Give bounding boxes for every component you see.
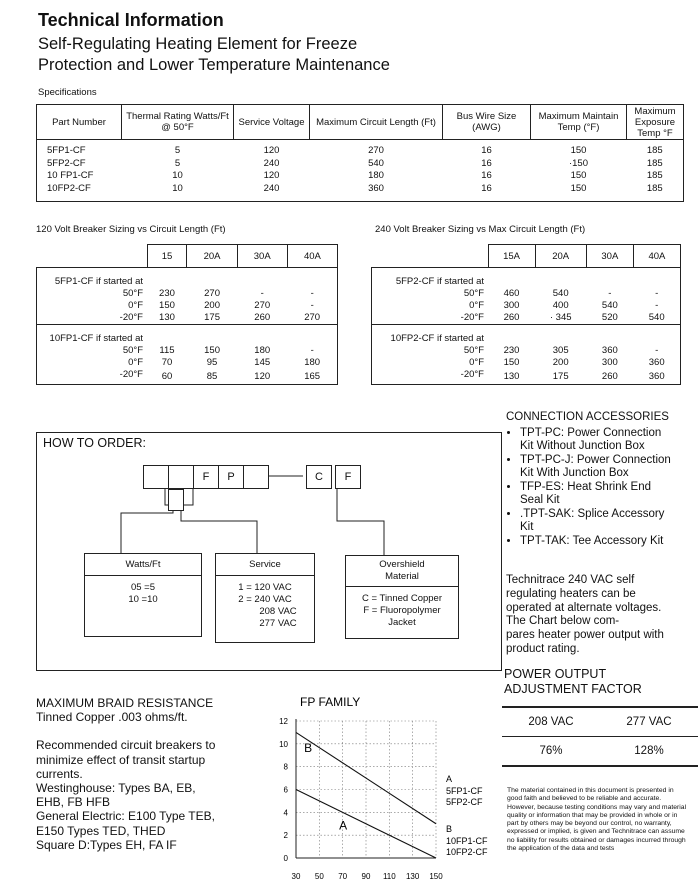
order-code-box: P xyxy=(218,465,244,489)
breaker-group-name: 5FP2-CF if started at xyxy=(395,276,484,287)
subtitle-line-1: Self-Regulating Heating Element for Freeze xyxy=(38,35,358,53)
breaker-header: 20A xyxy=(535,245,586,268)
fp-family-chart xyxy=(270,694,502,886)
spec-header: Maximum Exposure Temp °F xyxy=(627,105,684,140)
spec-cell: 10 FP1-CF xyxy=(47,170,94,181)
spec-header: Maximum Circuit Length (Ft) xyxy=(310,105,443,140)
spec-header: Maximum Maintain Temp (°F) xyxy=(531,105,627,140)
power-header: 277 VAC xyxy=(626,716,672,728)
spec-cell: 5 xyxy=(174,157,181,169)
spec-cell: 120 xyxy=(263,170,280,181)
x-tick-label: 30 xyxy=(291,872,301,881)
breaker-header: 40A xyxy=(287,245,337,268)
spec-cell: 360 xyxy=(368,182,384,194)
service-box-heading: Service xyxy=(216,554,314,576)
table-row: -20°F 260 · 345 520 540 xyxy=(460,312,665,323)
spec-cell: 240 xyxy=(263,182,280,194)
subtitle-line-2: Protection and Lower Temperature Maintenance xyxy=(38,56,390,74)
y-tick-label: 6 xyxy=(283,785,288,795)
overshield-box-heading: Overshield Material xyxy=(346,556,458,587)
spec-header: Service Voltage xyxy=(234,105,310,140)
spec-cell: 150 xyxy=(570,145,587,156)
spec-cell: 5FP1-CF xyxy=(47,145,86,156)
how-to-order-title: HOW TO ORDER: xyxy=(43,436,147,450)
breaker-header: 20A xyxy=(187,245,237,268)
alternate-voltage-paragraph: Technitrace 240 VAC self regulating heaters can be operated at alternate voltages. The Chart below com- pares heater power output with product rating. xyxy=(506,574,664,655)
spec-cell: 180 xyxy=(368,170,384,181)
breaker-120-label: 120 Volt Breaker Sizing vs Circuit Length (Ft) xyxy=(36,224,226,235)
spec-cell: 16 xyxy=(481,182,492,194)
spec-cell: 185 xyxy=(646,145,663,156)
spec-cell: 10 xyxy=(172,170,183,181)
spec-cell: 185 xyxy=(646,182,663,194)
table-row xyxy=(37,170,684,183)
x-tick-label: 70 xyxy=(338,872,348,881)
spec-cell: 10FP2-CF xyxy=(47,182,91,194)
breaker-header: 40A xyxy=(633,245,680,268)
spec-cell: 5 xyxy=(174,145,181,156)
specifications-table xyxy=(36,104,684,202)
spec-header: Part Number xyxy=(37,105,122,140)
braid-resistance-notes: MAXIMUM BRAID RESISTANCE Tinned Copper .003 ohms/ft. Recommended circuit breakers to minimize effect of transit startup currents. Westinghouse: Types BA, EB, EHB, FB HFB General Electric: E100 Type TEB, E150 Types TED, THED Square D:Types EH, FA IF xyxy=(36,696,216,852)
order-watts-stub-box xyxy=(168,489,184,511)
table-row: 0°F 150 200 270 - xyxy=(128,300,314,311)
spec-cell: 150 xyxy=(570,170,587,181)
spec-cell: 540 xyxy=(368,157,384,169)
x-tick-label: 50 xyxy=(314,872,324,881)
table-row: 50°F 230 305 360 - xyxy=(463,345,659,356)
service-box: Service 1 = 120 VAC 2 = 240 VAC 208 VAC 277 VAC xyxy=(215,553,315,643)
list-item: • TPT-PC-J: Power Connection Kit With Junction Box xyxy=(520,454,696,481)
list-item: • .TPT-SAK: Splice Accessory Kit xyxy=(520,508,696,535)
specifications-label: Specifications xyxy=(38,87,97,98)
table-row: 50°F 230 270 - - xyxy=(122,288,314,299)
legend-entry: 5FP2-CF xyxy=(446,797,483,807)
breaker-header: 30A xyxy=(237,245,287,268)
connection-accessories xyxy=(506,411,696,548)
spec-cell: 5FP2-CF xyxy=(47,157,86,169)
spec-cell: 240 xyxy=(263,157,280,169)
order-code-box: F xyxy=(193,465,219,489)
breaker-group-name: 10FP2-CF if started at xyxy=(390,333,484,344)
breaker-group-name: 5FP1-CF if started at xyxy=(54,276,143,287)
order-code-box xyxy=(243,465,269,489)
chart-title: FP FAMILY xyxy=(300,695,361,709)
accessories-title: CONNECTION ACCESSORIES xyxy=(506,411,669,423)
spec-cell: 185 xyxy=(646,170,663,181)
watts-box-heading: Watts/Ft xyxy=(85,554,201,576)
table-row: 50°F 460 540 - - xyxy=(463,288,659,299)
x-tick-label: 130 xyxy=(405,872,420,881)
list-item: • TPT-TAK: Tee Accessory Kit xyxy=(520,535,696,549)
table-row xyxy=(37,140,684,158)
spec-cell: 270 xyxy=(368,145,384,156)
x-tick-label: 150 xyxy=(429,872,443,881)
overshield-material-box: Overshield Material C = Tinned Copper F = Fluoropolymer Jacket xyxy=(345,555,459,639)
table-row: 0°F 150 200 300 360 xyxy=(469,357,665,368)
order-code-box: F xyxy=(335,465,361,489)
legend-key: A xyxy=(446,774,453,784)
breaker-group-name: 10FP1-CF if started at xyxy=(49,333,143,344)
power-adjustment-table xyxy=(502,706,698,767)
table-row: 50°F 115 150 180 - xyxy=(122,345,314,356)
spec-cell: 120 xyxy=(263,145,280,156)
disclaimer: The material contained in this document is presented in good faith and believed to be reliable and accurate. However, because testing conditions may vary and material quality or information that may be provided in whole or in part by others may be beyond our control, no warranty, expressed or implied, is given and Technitrace can assume no liability for results obtained or damages incurred through the application of the data and tests xyxy=(507,787,687,853)
y-tick-label: 10 xyxy=(279,739,288,749)
spec-cell: 185 xyxy=(646,157,663,169)
order-code-box xyxy=(168,465,194,489)
table-row: -20°F 60 85 120 165 xyxy=(119,369,321,382)
table-row: 0°F 300 400 540 - xyxy=(469,300,659,311)
watts-per-ft-box: Watts/Ft 05 =5 10 =10 xyxy=(84,553,202,637)
spec-header: Bus Wire Size (AWG) xyxy=(443,105,531,140)
table-row: 0°F 70 95 145 180 xyxy=(128,357,321,368)
list-item: • TPT-PC: Power Connection Kit Without Junction Box xyxy=(520,427,696,454)
table-row: -20°F 130 175 260 360 xyxy=(460,369,665,382)
breaker-120-table xyxy=(36,244,338,385)
spec-cell: 16 xyxy=(481,145,492,156)
legend-entry: 5FP1-CF xyxy=(446,786,483,796)
spec-cell: ·150 xyxy=(568,157,588,169)
table-row: -20°F 130 175 260 270 xyxy=(119,312,321,323)
spec-cell: 150 xyxy=(570,182,587,194)
power-value: 76% xyxy=(539,745,563,757)
region-label: B xyxy=(304,740,313,755)
spec-header: Thermal Rating Watts/Ft @ 50°F xyxy=(122,105,234,140)
y-tick-label: 12 xyxy=(279,717,288,726)
spec-cell: 16 xyxy=(481,170,492,181)
x-tick-label: 90 xyxy=(361,872,371,881)
breaker-header: 30A xyxy=(586,245,633,268)
y-tick-label: 2 xyxy=(283,831,288,841)
order-code-box: C xyxy=(306,465,332,489)
breaker-header: 15A xyxy=(488,245,535,268)
power-output-title: POWER OUTPUT ADJUSTMENT FACTOR xyxy=(504,667,642,696)
table-row xyxy=(37,158,684,171)
legend-key: B xyxy=(446,824,453,834)
breaker-240-table xyxy=(371,244,681,385)
y-tick-label: 0 xyxy=(283,854,288,863)
table-row xyxy=(37,183,684,202)
power-header: 208 VAC xyxy=(528,716,574,728)
region-label: A xyxy=(339,818,348,833)
y-tick-label: 8 xyxy=(283,762,288,772)
order-code-box xyxy=(143,465,169,489)
legend-entry: 10FP1-CF xyxy=(446,836,488,846)
page-title: Technical Information xyxy=(38,10,224,30)
how-to-order-panel xyxy=(36,432,502,671)
legend-entry: 10FP2-CF xyxy=(446,847,488,857)
breaker-240-label: 240 Volt Breaker Sizing vs Max Circuit Length (Ft) xyxy=(375,224,586,235)
y-tick-label: 4 xyxy=(283,808,288,818)
breaker-header: 15 xyxy=(147,245,187,268)
spec-cell: 16 xyxy=(481,157,492,169)
x-tick-label: 110 xyxy=(382,872,396,881)
list-item: • TFP-ES: Heat Shrink End Seal Kit xyxy=(520,481,696,508)
spec-cell: 10 xyxy=(172,182,183,194)
power-value: 128% xyxy=(634,745,664,757)
